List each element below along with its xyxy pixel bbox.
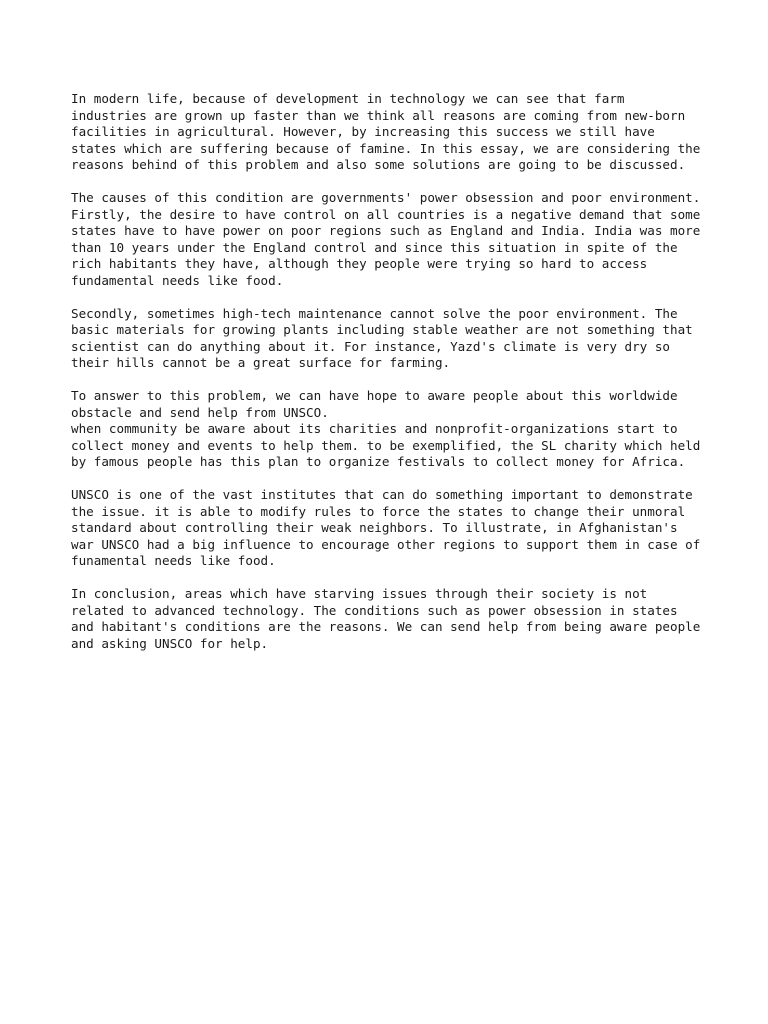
text-line: their hills cannot be a great surface for farming. <box>71 355 451 370</box>
text-line: states have to have power on poor regions such as England and India. India was more <box>71 223 701 238</box>
text-line: In conclusion, areas which have starving issues through their society is not <box>71 586 648 601</box>
text-line: than 10 years under the England control and since this situation in spite of the <box>71 239 678 255</box>
text-line: rich habitants they have, although they people were trying so hard to access <box>71 256 648 271</box>
text-line: industries are grown up faster than we think all reasons are coming from new-born <box>71 107 686 123</box>
text-line: Firstly, the desire to have control on all countries is a negative demand that some <box>71 206 701 222</box>
paragraph-causes <box>71 190 711 289</box>
text-line: standard about controlling their weak neighbors. To illustrate, in Afghanistan's <box>71 520 678 535</box>
text-line: when community be aware about its charities and nonprofit-organizations start to <box>71 421 678 436</box>
paragraph-solutions <box>71 388 711 471</box>
text-line: reasons behind of this problem and also some solutions are going to be discussed. <box>71 157 686 172</box>
text-line: basic materials for growing plants including stable weather are not something that <box>71 322 693 337</box>
paragraph-introduction <box>71 91 711 174</box>
paragraph-environment <box>71 306 711 372</box>
text-line: To answer to this problem, we can have hope to aware people about this worldwide <box>71 388 678 403</box>
text-line: and habitant's conditions are the reasons. We can send help from being aware people <box>71 619 701 634</box>
text-line: In modern life, because of development in technology we can see that farm <box>71 91 625 106</box>
text-line: facilities in agricultural. However, by increasing this success we still have <box>71 124 655 139</box>
text-line: UNSCO is one of the vast institutes that can do something important to demonstrate <box>71 487 693 502</box>
text-line: The causes of this condition are governments' power obsession and poor environment. <box>71 190 701 205</box>
text-line: collect money and events to help them. to be exemplified, the SL charity which held <box>71 437 701 453</box>
text-line: fundamental needs like food. <box>71 272 284 288</box>
text-line: and asking UNSCO for help. <box>71 635 269 651</box>
text-line: Secondly, sometimes high-tech maintenance cannot solve the poor environment. The <box>71 305 678 321</box>
paragraph-conclusion <box>71 586 711 652</box>
text-line: war UNSCO had a big influence to encourage other regions to support them in case of <box>71 536 701 552</box>
text-line: by famous people has this plan to organize festivals to collect money for Africa. <box>71 454 686 469</box>
text-line: related to advanced technology. The conditions such as power obsession in states <box>71 602 678 618</box>
text-line: states which are suffering because of famine. In this essay, we are considering the <box>71 140 701 156</box>
text-line: scientist can do anything about it. For instance, Yazd's climate is very dry so <box>71 338 670 354</box>
text-line: funamental needs like food. <box>71 553 276 568</box>
paragraph-unsco <box>71 487 711 570</box>
essay-document <box>71 91 711 669</box>
text-line: obstacle and send help from UNSCO. <box>71 404 329 420</box>
text-line: the issue. it is able to modify rules to force the states to change their unmoral <box>71 503 686 519</box>
